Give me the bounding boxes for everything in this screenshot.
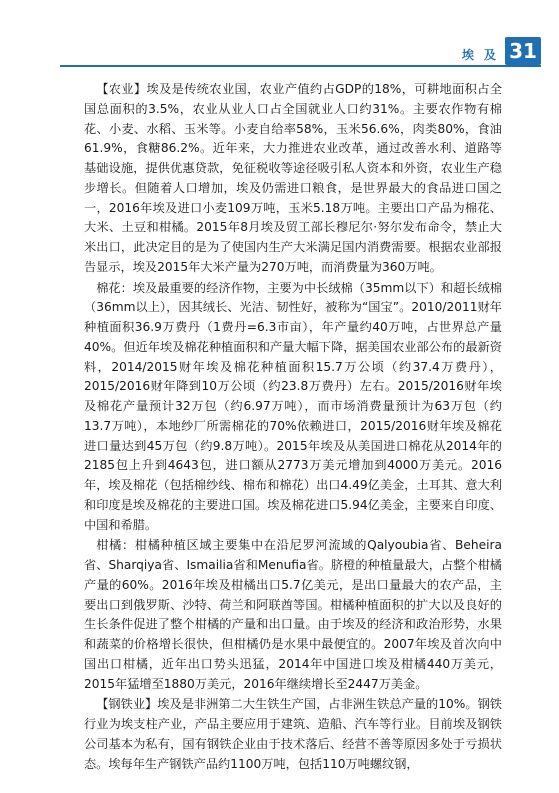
paragraph-agriculture: 【农业】埃及是传统农业国，农业产值约占GDP的18%，可耕地面积占全国总面积的3.5%，农业从业人口占全国就业人口约31%。主要农作物有棉花、小麦、水稻、玉米等。小麦自给率58%，玉米56.6%，肉类80%，食油61.9%，食糖86.2%。近年来，大力推进农业改革，通过改善水利、道路等基础设施，提供优惠贷款，免征税收等途径吸引私人资本和外资，农业生产稳步增长。但随着人口增加，埃及仍需进口粮食，是世界最大的食品进口国之一，2016年埃及进口小麦109万吨，玉米5.18万吨。主要出口产品为棉花、大米、土豆和柑橘。2015年8月埃及贸工部长穆尼尔·努尔发布命令，禁止大米出口，此决定目的是为了使国内生产大米满足国内消费需要。根据农业部报告显示，埃及2015年大米产量为270万吨，而消费量为360万吨。 — [84, 82, 502, 274]
paragraph-cotton: 棉花：埃及最重要的经济作物，主要为中长绒棉（35mm以下）和超长绒棉（36mm以上），因其绒长、光洁、韧性好，被称为“国宝”。2010/2011财年种植面积36.9万费丹（1费丹=6.3市亩），年产量约40万吨，占世界总产量40%。但近年埃及棉花种植面积和产量大幅下降，据美国农业部公布的最新资料，2014/2015财年埃及棉花种植面积15.7万公顷（约37.4万费丹），2015/2016财年降到10万公顷（约23.8万费丹）左右。2015/2016财年埃及棉花产量预计32万包（约6.97万吨），而市场消费量预计为63万包（约13.7万吨），本地纱厂所需棉花的70%依赖进口，2015/2016财年埃及棉花进口量达到45万包（约9.8万吨）。2015年埃及从美国进口棉花从2014年的2185包上升到4643包，进口额从2773万美元增加到4000万美元。2016年，埃及棉花（包括棉纱线、棉布和棉花）出口4.49亿美金，土耳其、意大利和印度是埃及棉花的主要进口国。埃及棉花进口5.94亿美金，主要来自印度、中国和希腊。 — [84, 280, 502, 532]
running-header — [0, 22, 559, 66]
body-text — [84, 80, 502, 775]
section-title: 埃 及 — [461, 48, 499, 62]
paragraph-steel: 【钢铁业】埃及是非洲第二大生铁生产国，占非洲生铁总产量的10%。钢铁行业为埃支柱产业，产品主要应用于建筑、造船、汽车等行业。目前埃及钢铁公司基本为私有，国有钢铁企业由于技术落后、经营不善等原因多处于亏损状态。埃每年生产钢铁产品约1100万吨，包括110万吨螺纹钢， — [84, 697, 502, 771]
paragraph-citrus: 柑橘：柑橘种植区域主要集中在沿尼罗河流域的Qalyoubia省、Beheira省、Sharqiya省、Ismailia省和Menufia省。脐橙的种植量最大，占整个柑橘产量的60%。2016年埃及柑橘出口5.7亿美元，是出口量最大的农产品，主要出口到俄罗斯、沙特、荷兰和阿联酋等国。柑橘种植面积的扩大以及良好的生长条件促进了整个柑橘的产量和出口量。由于埃及的经济和政治形势，水果和蔬菜的价格增长很快，但柑橘仍是水果中最便宜的。2007年埃及首次向中国出口柑橘，近年出口势头迅猛，2014年中国进口埃及柑橘440万美元，2015年猛增至1880万美元，2016年继续增长至2447万美金。 — [84, 538, 502, 691]
page-number: 31 — [505, 37, 541, 65]
header-rule — [60, 65, 541, 67]
